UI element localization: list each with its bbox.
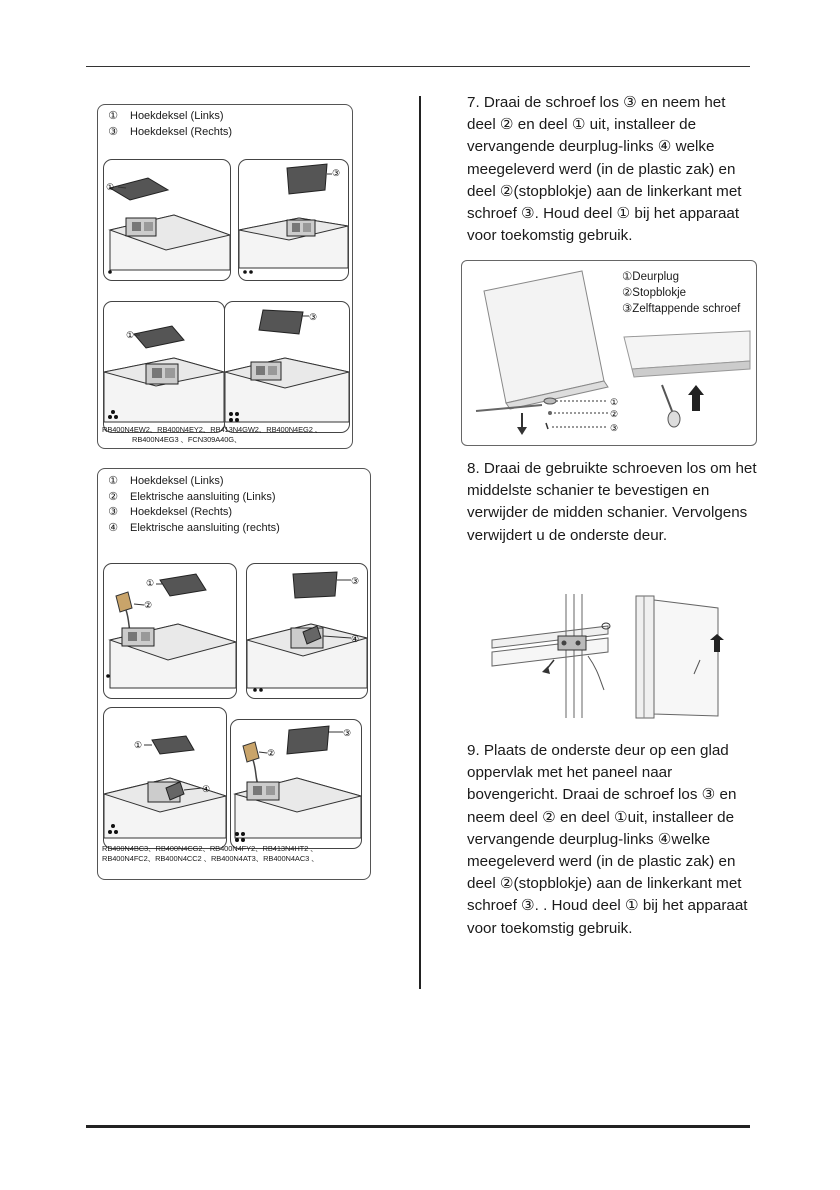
legend-text: Elektrische aansluiting (Links) xyxy=(130,490,276,503)
legend-text: Hoekdeksel (Rechts) xyxy=(130,125,233,138)
legend-number: ④ xyxy=(108,521,118,534)
figure-middle-hinge xyxy=(488,590,738,722)
figure-legend xyxy=(622,269,740,317)
step-8-text: 8. Draai de gebruikte schroeven los om het middelste schanier te bevestigen en verwijder de midden schanier. Vervolgens verwijdert u de onderste deur. xyxy=(467,460,757,544)
legend-text: Hoekdeksel (Rechts) xyxy=(130,506,233,518)
illustration-top-left xyxy=(103,159,231,281)
callout-3: ③ xyxy=(332,168,341,178)
legend-number: ① xyxy=(108,110,118,122)
column-divider xyxy=(419,96,421,989)
model-list xyxy=(102,844,319,864)
legend-item: ②Stopblokje xyxy=(622,287,687,299)
figure-covers-and-connections xyxy=(97,468,371,880)
callout-1: ① xyxy=(126,330,135,340)
callout-1: ① xyxy=(610,397,619,407)
legend-number: ③ xyxy=(108,506,118,518)
callout-1: ① xyxy=(134,740,143,750)
legend-item: ①Deurplug xyxy=(622,271,679,283)
legend-number: ③ xyxy=(108,125,118,138)
header-rule xyxy=(86,66,750,67)
model-line: RB400N4EW2、RB400N4EY2、RB413N4GW2、RB400N4EG2 、 xyxy=(102,425,323,434)
model-list xyxy=(102,425,322,445)
illustration-bottom-right xyxy=(230,719,362,849)
callout-3: ③ xyxy=(351,576,360,586)
footer-rule xyxy=(86,1125,750,1128)
callout-1: ① xyxy=(146,578,155,588)
illustration-top-right xyxy=(246,563,368,699)
callout-4: ④ xyxy=(351,634,360,644)
legend-text: Hoekdeksel (Links) xyxy=(130,475,224,487)
dot-marker xyxy=(108,270,112,274)
legend-item: ③Zelftappende schroef xyxy=(622,303,741,315)
callout-3: ③ xyxy=(309,312,318,322)
callout-2: ② xyxy=(610,409,619,419)
illustration-bottom-left xyxy=(103,301,225,433)
illustration-bottom-right xyxy=(224,301,350,433)
model-line: RB400N4BC3、RB400N4CG2、RB400N4FY2、RB413N4HT2 、 xyxy=(102,844,318,853)
callout-4: ④ xyxy=(202,784,211,794)
callout-2: ② xyxy=(267,748,276,758)
step-9-text: 9. Plaats de onderste deur op een glad oppervlak met het paneel naar bovengericht. Draai de schroef los ③ en neem deel ② en deel ①uit, installeer de vervangende deurplug-links ④welke meegeleverd werd (in de plastic zak) en deel ②(stopblokje) aan de linkerkant met schroef ③. . Houd deel ① bij het apparaat voor toekomstig gebruik. xyxy=(467,742,748,937)
illustration-bottom-left xyxy=(103,707,227,849)
callout-3: ③ xyxy=(343,728,352,738)
model-line: RB400N4EG3 、FCN309A40G、 xyxy=(132,435,242,444)
figure-door-plug xyxy=(461,260,757,446)
figure-legend xyxy=(106,474,280,536)
legend-number: ② xyxy=(108,490,118,503)
illustration-top-right xyxy=(238,159,349,281)
figure-corner-covers xyxy=(97,104,353,449)
legend-text: Elektrische aansluiting (rechts) xyxy=(130,521,280,534)
model-line: RB400N4FC2、RB400N4CC2 、RB400N4AT3、RB400N4AC3 、 xyxy=(102,854,319,863)
callout-1: ① xyxy=(106,182,115,192)
callout-3: ③ xyxy=(610,423,619,433)
figure-legend xyxy=(106,109,232,140)
legend-number: ① xyxy=(108,475,118,487)
illustration-top-left xyxy=(103,563,237,699)
callout-2: ② xyxy=(144,600,153,610)
legend-text: Hoekdeksel (Links) xyxy=(130,110,224,122)
step-7-text: 7. Draai de schroef los ③ en neem het deel ② en deel ① uit, installeer de vervangende deurplug-links ④ welke meegeleverd werd (in de plastic zak) en deel ②(stopblokje) aan de linkerkant met schroef ③. Houd deel ① bij het apparaat voor toekomstig gebruik. xyxy=(467,94,742,245)
